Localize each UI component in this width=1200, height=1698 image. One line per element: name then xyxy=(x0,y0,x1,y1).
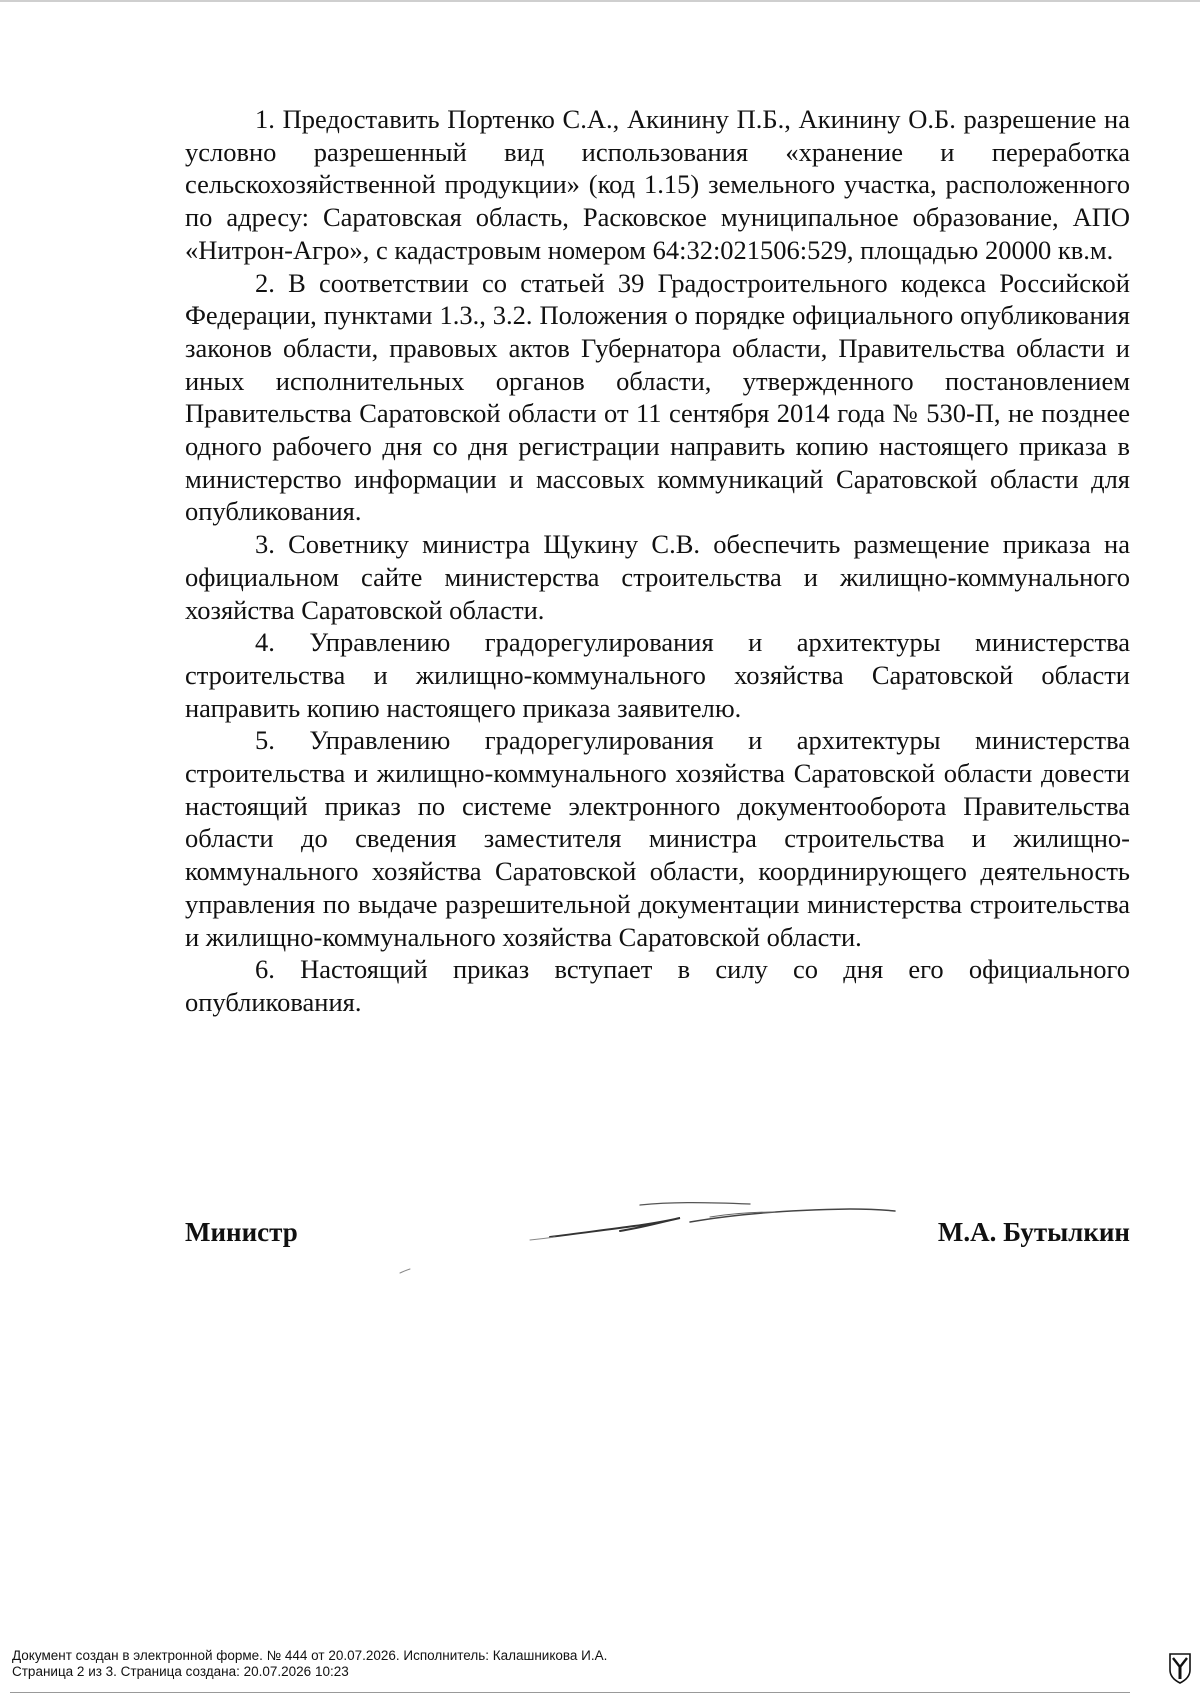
coat-of-arms-icon xyxy=(1168,1652,1192,1684)
signatory-name: М.А. Бутылкин xyxy=(937,1217,1130,1247)
footer-divider xyxy=(10,1692,1130,1693)
footer-line-document-info: Документ создан в электронной форме. № 444 от 20.07.2026. Исполнитель: Калашникова И.А. xyxy=(12,1648,608,1663)
paragraph-3: 3. Советнику министра Щукину С.В. обеспечить размещение приказа на официальном сайте министерства строительства и жилищно-коммунального хозяйства Саратовской области. xyxy=(185,529,1130,625)
document-footer xyxy=(12,1648,607,1679)
paragraph-6: 6. Настоящий приказ вступает в силу со дня его официального опубликования. xyxy=(185,954,1130,1017)
footer-line-page-info: Страница 2 из 3. Страница создана: 20.07.2026 10:23 xyxy=(12,1663,349,1679)
signatory-title: Министр xyxy=(185,1217,298,1247)
top-edge-line xyxy=(0,0,1200,2)
paragraph-4: 4. Управлению градорегулирования и архитектуры министерства строительства и жилищно-коммунального хозяйства Саратовской области направить копию настоящего приказа заявителю. xyxy=(185,627,1130,723)
signature-block xyxy=(185,1212,1130,1252)
paragraph-1: 1. Предоставить Портенко С.А., Акинину П.Б., Акинину О.Б. разрешение на условно разрешенный вид использования «хранение и переработка сельскохозяйственной продукции» (код 1.15) земельного участка, расположенного по адресу: Саратовская область, Расковское муниципальное образование, АПО «Нитрон-Агро», с кадастровым номером 64:32:021506:529, площадью 20000 кв.м. xyxy=(185,104,1130,265)
document-body xyxy=(185,103,1130,1019)
paragraph-5: 5. Управлению градорегулирования и архитектуры министерства строительства и жилищно-коммунального хозяйства Саратовской области довести настоящий приказ по системе электронного документооборота Правительства области до сведения заместителя министра строительства и жилищно-коммунального хозяйства Саратовской области, координирующего деятельность управления по выдаче разрешительной документации министерства строительства и жилищно-коммунального хозяйства Саратовской области. xyxy=(185,725,1130,952)
paragraph-2: 2. В соответствии со статьей 39 Градостроительного кодекса Российской Федерации, пунктами 1.3., 3.2. Положения о порядке официального опубликования законов области, правовых актов Губернатора области, Правительства области и иных исполнительных органов области, утвержденного постановлением Правительства Саратовской области от 11 сентября 2014 года № 530-П, не позднее одного рабочего дня со дня регистрации направить копию настоящего приказа в министерство информации и массовых коммуникаций Саратовской области для опубликования. xyxy=(185,267,1130,527)
